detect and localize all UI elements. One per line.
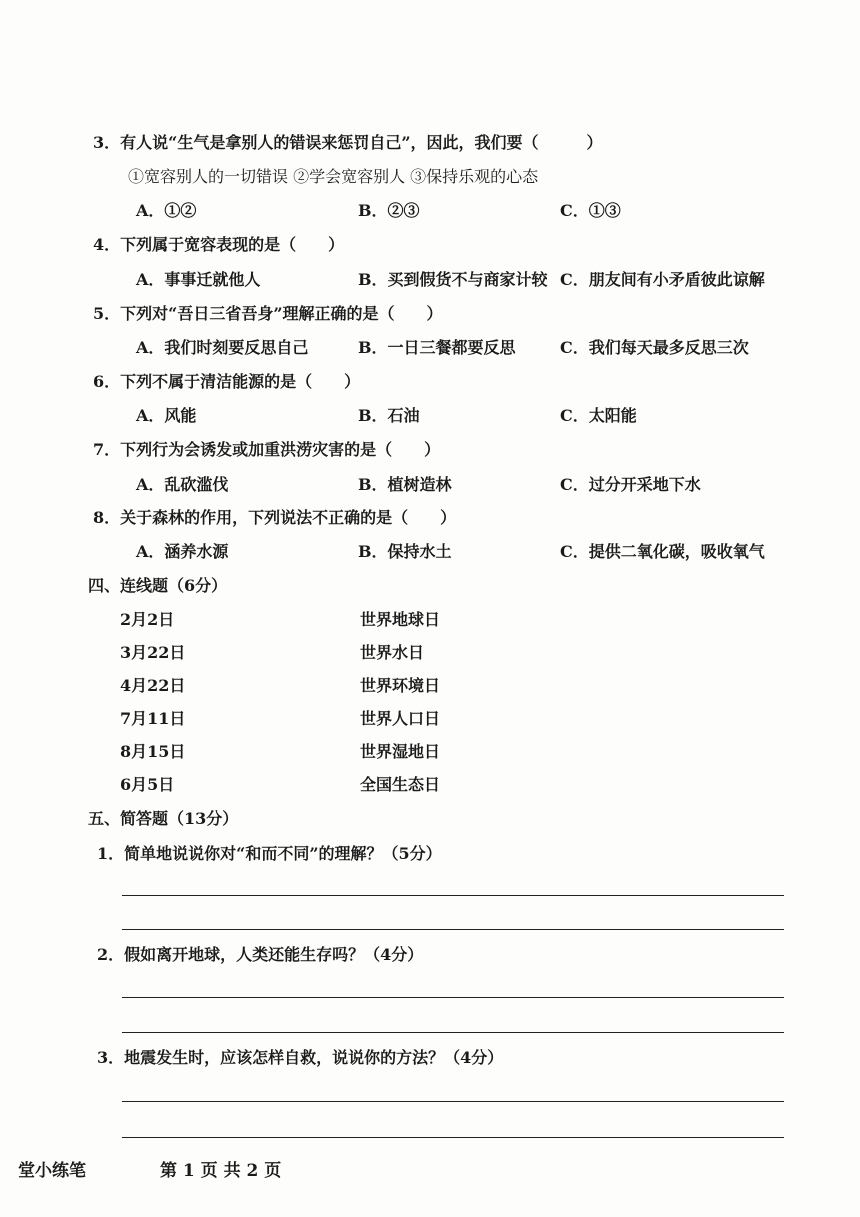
section-4-title: 四、连线题（6分） [88, 576, 228, 595]
question-5-option-b: B．一日三餐都要反思 [358, 338, 516, 357]
question-7-stem: 7．下列行为会诱发或加重洪涝灾害的是（ ） [93, 440, 441, 459]
section-5-title: 五、简答题（13分） [88, 809, 239, 828]
question-8-option-c: C．提供二氧化碳，吸收氧气 [560, 542, 765, 561]
match-date: 8月15日 [120, 742, 186, 761]
answer-line [122, 929, 784, 930]
match-date: 3月22日 [120, 643, 186, 662]
answer-line [122, 1137, 784, 1138]
question-4-stem: 4．下列属于宽容表现的是（ ） [93, 235, 345, 254]
question-4-option-a: A．事事迁就他人 [136, 270, 261, 289]
question-7-option-b: B．植树造林 [358, 475, 452, 494]
question-8-option-b: B．保持水土 [358, 542, 452, 561]
match-date: 7月11日 [120, 709, 186, 728]
question-4-option-b: B．买到假货不与商家计较 [358, 270, 548, 289]
question-8-option-a: A．涵养水源 [136, 542, 229, 561]
question-3-option-c: C．①③ [560, 201, 621, 220]
footer-page-number: 第 1 页 共 2 页 [160, 1161, 282, 1181]
question-5-option-c: C．我们每天最多反思三次 [560, 338, 749, 357]
match-day: 世界地球日 [360, 610, 441, 629]
question-5-stem: 5．下列对“吾日三省吾身”理解正确的是（ ） [93, 304, 443, 323]
question-7-option-a: A．乱砍滥伐 [136, 475, 229, 494]
question-6-option-c: C．太阳能 [560, 406, 637, 425]
footer-brand: 堂小练笔 [18, 1161, 86, 1181]
match-day: 全国生态日 [360, 775, 441, 794]
question-3-stem: 3．有人说“生气是拿别人的错误来惩罚自己”，因此，我们要（ ） [93, 133, 603, 152]
match-date: 2月2日 [120, 610, 175, 629]
match-day: 世界水日 [360, 643, 425, 662]
question-8-stem: 8．关于森林的作用，下列说法不正确的是（ ） [93, 508, 457, 527]
short-answer-3: 3．地震发生时，应该怎样自救，说说你的方法？（4分） [97, 1048, 504, 1067]
short-answer-1: 1．简单地说说你对“和而不同”的理解？（5分） [97, 844, 442, 863]
question-3-statements: ①宽容别人的一切错误 ②学会宽容别人 ③保持乐观的心态 [128, 167, 539, 186]
match-date: 6月5日 [120, 775, 175, 794]
answer-line [122, 895, 784, 896]
match-day: 世界环境日 [360, 676, 441, 695]
question-4-option-c: C．朋友间有小矛盾彼此谅解 [560, 270, 765, 289]
match-date: 4月22日 [120, 676, 186, 695]
question-7-option-c: C．过分开采地下水 [560, 475, 701, 494]
question-6-option-a: A．风能 [136, 406, 197, 425]
answer-line [122, 997, 784, 998]
answer-line [122, 1101, 784, 1102]
match-day: 世界人口日 [360, 709, 441, 728]
match-day: 世界湿地日 [360, 742, 441, 761]
question-5-option-a: A．我们时刻要反思自己 [136, 338, 309, 357]
question-3-option-a: A．①② [136, 201, 197, 220]
question-6-option-b: B．石油 [358, 406, 420, 425]
question-3-option-b: B．②③ [358, 201, 420, 220]
short-answer-2: 2．假如离开地球，人类还能生存吗？（4分） [97, 945, 424, 964]
answer-line [122, 1032, 784, 1033]
question-6-stem: 6．下列不属于清洁能源的是（ ） [93, 372, 361, 391]
